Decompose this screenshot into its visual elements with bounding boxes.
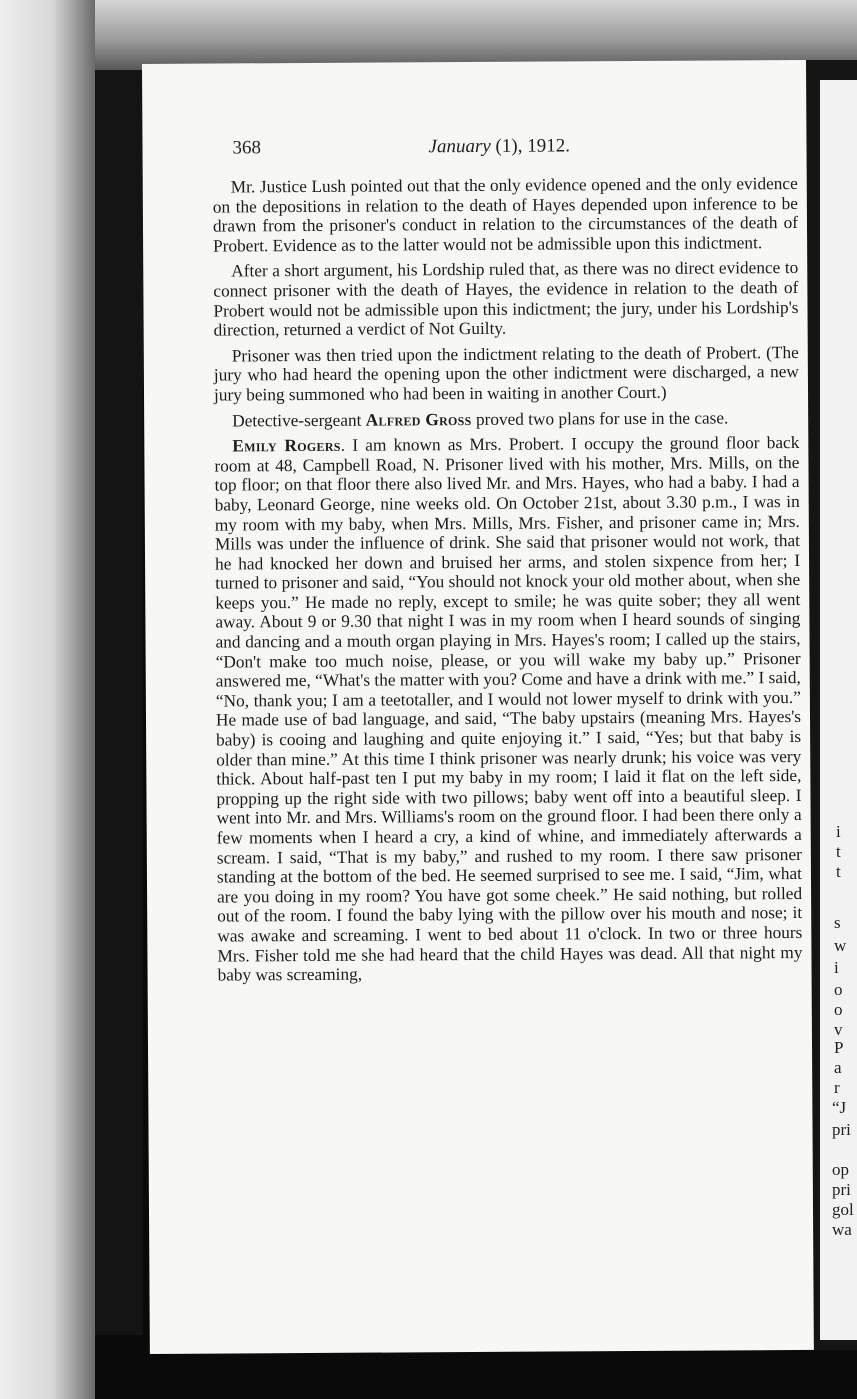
- facing-fragment: P: [834, 1038, 844, 1057]
- paragraph: After a short argument, his Lordship ruled that, as there was no direct evidence to connect prisoner with the death of Hayes, the evidence in relation to the death of Probert would not be admissible upon this indictment; the jury, under his Lordship's direction, returned a verdict of Not Guilty.: [213, 258, 799, 340]
- facing-fragment: t: [836, 862, 841, 881]
- facing-fragment: o: [834, 980, 843, 999]
- book-page: [142, 60, 814, 1354]
- witness-name: Alfred Gross: [365, 409, 472, 430]
- facing-page-edge: [820, 80, 857, 1340]
- facing-fragment: wa: [832, 1220, 852, 1239]
- facing-fragment: r: [834, 1078, 840, 1097]
- page-header: [232, 135, 632, 161]
- paragraph: Mr. Justice Lush pointed out that the only evidence opened and the only evidence on the depositions in relation to the death of Hayes depended upon inference to be drawn from the prisoner's conduct in relation to the circumstances of the death of Probert. Evidence as to the latter would not be admissible upon this indictment.: [212, 173, 799, 256]
- page-number: 368: [232, 137, 262, 159]
- facing-fragment: a: [834, 1058, 842, 1077]
- book-spine-shadow: [95, 70, 143, 1335]
- paragraph: [214, 408, 799, 431]
- running-title-date: (1), 1912.: [490, 135, 570, 157]
- body-text: [213, 174, 803, 991]
- facing-fragment: pri: [832, 1180, 851, 1199]
- witness-name: Emily Rogers: [232, 435, 341, 456]
- paragraph-lead: Detective-sergeant: [232, 410, 366, 430]
- paragraph: Prisoner was then tried upon the indictment relating to the death of Probert. (The jury who had heard the opening upon the other indictment were discharged, a new jury being summoned who had been in waiting in another Court.): [213, 342, 799, 405]
- facing-fragment: w: [834, 936, 847, 955]
- running-title: [428, 135, 570, 158]
- paragraph: [214, 433, 802, 985]
- facing-fragment: o: [834, 1000, 843, 1019]
- running-title-month: January: [428, 135, 491, 158]
- testimony-text: . I am known as Mrs. Probert. I occupy the ground floor back room at 48, Campbell Road, N. Prisoner lived with his mother, Mrs. Mills, on the top floor; on that floor there also lived Mr. and Mrs. Hayes, who had a baby. I had a baby, Leonard George, nine weeks old. On October 21st, about 3.30 p.m., I was in my room with my baby, when Mrs. Mills, Mrs. Fisher, and prisoner came in; Mrs. Mills was under the influence of drink. She said that prisoner would not work, that he had knocked her down and bruised her arms, and stolen sixpence from her; I turned to prisoner and said, “You should not knock your old mother about, when she keeps you.” He made no reply, except to smile; he was quite sober; they all went away. About 9 or 9.30 that night I was in my room when I heard sounds of singing and dancing and a mouth organ playing in Mrs. Hayes's room; I called up the stairs, “Don't make too much noise, please, or you will wake my baby up.” Prisoner answered me, “What's the matter with you? Come and have a drink with me.” I said, “No, thank you; I am a teetotaller, and I would not lower myself to drink with you.” He made use of bad language, and said, “The baby upstairs (meaning Mrs. Hayes's baby) is cooing and laughing and quite enjoying it.” I said, “Yes; but that baby is older than mine.” At this time I think prisoner was nearly drunk; his voice was very thick. About half-past ten I put my baby in my room; I laid it flat on the left side, propping up the right side with two pillows; baby went off into a beautiful sleep. I went into Mr. and Mrs. Williams's room on the ground floor. I had been there only a few moments when I heard a cry, a kind of whine, and immediately afterwards a scream. I said, “That is my baby,” and rushed to my room. I there saw prisoner standing at the bottom of the bed. He seemed surprised to see me. I said, “Jim, what are you doing in my room? You have got some cheek.” He said nothing, but rolled out of the room. I found the baby lying with the pillow over his mouth and nose; it was awake and screaming. I went to bed about 11 o'clock. In two or three hours Mrs. Fisher told me she had heard that the child Hayes was dead. All that night my baby was screaming,: [214, 433, 803, 985]
- scan-background-left: [0, 0, 95, 1399]
- paragraph-text: proved two plans for use in the case.: [471, 407, 729, 429]
- facing-fragment: t: [836, 842, 841, 861]
- facing-fragment: pri: [832, 1120, 851, 1139]
- facing-fragment: gol: [832, 1200, 854, 1219]
- facing-fragment: op: [832, 1160, 849, 1179]
- facing-fragment: i: [834, 958, 839, 977]
- facing-fragment: s: [834, 913, 841, 932]
- facing-fragment: i: [836, 822, 841, 841]
- facing-fragment: “J: [832, 1098, 847, 1117]
- facing-fragment: v: [834, 1020, 843, 1039]
